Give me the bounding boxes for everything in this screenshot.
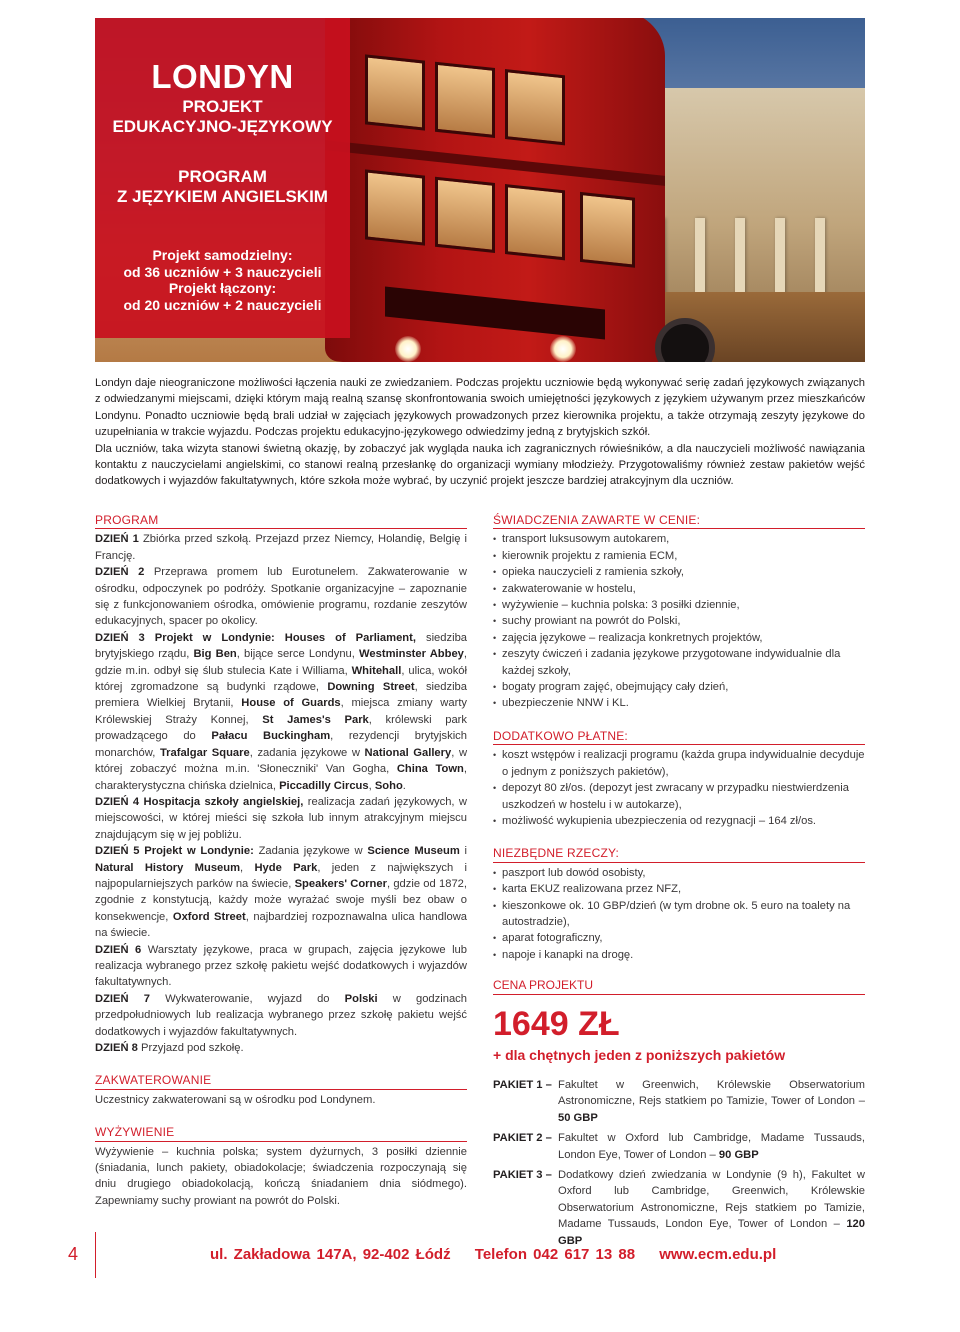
hero-project-line-4: od 20 uczniów + 2 nauczycieli [123,296,322,313]
day-3-text: , w której zobaczyć można m.in. 'Słoneczniki' Van Gogha, [95,746,468,776]
day-3-text: , [368,779,372,792]
day-3-label: DZIEŃ 3 [95,631,145,644]
pakiet-label: PAKIET 3 – [493,1169,552,1181]
day-7 [95,991,467,1040]
day-7-label: DZIEŃ 7 [95,992,150,1005]
day-4 [95,794,467,843]
right-column [493,512,865,1249]
dodatkowo-list [493,747,865,829]
list-item: • opieka nauczycieli z ramienia szkoły, [493,564,865,580]
intro-paragraph-1: Londyn daje nieograniczone możliwości łączenia nauki ze zwiedzaniem. Podczas projektu uczniowie będą wykonywać serię zadań językowych związanych z odwiedzanymi miejscami, dzięki którym mają realną szansę skonfrontowania swoich umiejętności językowych z językiem używanym przez mieszkańców Londynu. Ponadto uczniowie będą brali udział w zajęciach językowych prowadzonych przez kierownika projektu, a także otrzymają zeszyty językowe do uzupełniania w trakcie wyjazdu. Podczas projektu edukacyjno-językowego odwiedzimy jedną z brytyjskich szkół. [95,377,865,439]
list-item: • suchy prowiant na powrót do Polski, [493,613,865,629]
day-4-lead: Hospitacja szkoły angielskiej, [143,795,304,808]
day-5-text: , jeden z największych i najpopularniejszych parków na świecie, [95,861,468,890]
day-3-text: , zadania językowe w [249,746,360,759]
day-3-text: , królewski park prowadzącego do [95,713,467,743]
pakiet-text: Dodatkowy dzień zwiedzania w Londynie (9 h), Fakultet w Oxford lub Cambridge, Greenwich, Królewskie Obserwatorium Astronomiczne, Rejs statkiem po Tamizie, Madame Tussauds, London Eye, Tower of London – [558,1169,865,1231]
price-value: 1649 ZŁ [493,1004,620,1043]
day-1-label: DZIEŃ 1 [95,533,139,546]
niezbedne-heading: NIEZBĘDNE RZECZY: [493,845,865,862]
day-7-place: Polski [344,992,378,1005]
day-3-lead: Projekt w Londynie: Houses of Parliament, [154,631,416,644]
pakiet-description [558,1130,865,1163]
list-item: • transport luksusowym autokarem, [493,531,865,547]
pakiet-1 [493,1077,865,1126]
pakiet-2 [493,1130,865,1163]
pakiet-text: Fakultet w Oxford lub Cambridge, Madame Tussauds, London Eye, Tower of London – [558,1132,865,1161]
pakiet-description [558,1077,865,1126]
day-6-text: Warsztaty językowe, praca w grupach, zajęcia językowe lub realizacja wybranego przez szkołę pakietu wejść dodatkowych i wyjazdów fakultatywnych. [95,943,467,989]
day-3-place: St James's Park [262,713,369,726]
hero-project-line-2: od 36 uczniów + 3 nauczycieli [123,263,322,280]
cena-heading: CENA PROJEKTU [493,977,865,994]
day-4-text: realizacja zadań językowych, w miejscowości, w której mieści się szkoła lub innym atrakcyjnym miejscu znajdującym się w jej pobliżu. [95,795,467,841]
day-5-place: Hyde Park [254,861,318,874]
day-2-text: Przeprawa promem lub Eurotunelem. Zakwaterowanie w ośrodku, odpoczynek po podróży. Spotkanie organizacyjne – zapoznanie się z funkcjonowaniem ośrodka, omówienie programu, rozdanie zeszytów edukacyjnych, spacer po okolicy. [95,566,467,628]
hero-project-line-3: Projekt łączony: [168,280,277,296]
hero-subtitle-line-1: PROJEKT [182,97,263,116]
day-5 [95,843,467,941]
pakiet-price: 50 GBP [558,1111,598,1124]
day-2-label: DZIEŃ 2 [95,566,145,579]
swiadczenia-list [493,531,865,711]
list-item: • napoje i kanapki na drogę. [493,947,865,963]
day-3-text: , ulica, wokół której zgromadzone są budynki rządowe, [95,664,468,694]
niezbedne-list [493,865,865,963]
red-double-decker-bus [325,18,665,362]
wyzywienie-heading: WYŻYWIENIE [95,1124,467,1141]
list-item: • wyżywienie – kuchnia polska: 3 posiłki dziennie, [493,597,865,613]
day-3-place: Piccadilly Circus [279,779,369,792]
day-3-text: , bijące serce Londynu, [236,648,355,661]
day-6 [95,942,467,991]
list-item: • paszport lub dowód osobisty, [493,865,865,881]
day-3-place: Whitehall [351,664,402,677]
intro-text [95,375,865,490]
page-number: 4 [68,1244,79,1264]
pakiet-text: Fakultet w Greenwich, Królewskie Obserwatorium Astronomiczne, Rejs statkiem po Tamizie, Tower of London – [558,1078,865,1108]
list-item: • zeszyty ćwiczeń i zadania językowe przygotowane indywidualnie dla każdej szkoły, [493,646,865,679]
day-3-text: siedziba brytyjskiego rządu, [95,631,468,661]
day-3-place: Big Ben [193,648,237,661]
list-item: • aparat fotograficzny, [493,930,865,946]
day-5-text: i [464,845,468,858]
day-8-text: Przyjazd pod szkołę. [141,1042,244,1054]
hero-program-line-1: PROGRAM [178,167,267,186]
day-5-text: , najbardziej rozpoznawalna ulica handlowa na świecie. [95,910,468,940]
list-item: • depozyt 80 zł/os. (depozyt jest zwracany w przypadku niestwierdzenia uszkodzeń w hostelu i w autokarze), [493,780,865,813]
price-extra-note: + dla chętnych jeden z poniższych pakietów [493,1046,786,1063]
list-item: • ubezpieczenie NNW i KL. [493,695,865,711]
footer-phone: Telefon 042 617 13 88 [474,1246,636,1263]
list-item: • bogaty program zajęć, obejmujący cały dzień, [493,679,865,695]
day-3-place: Trafalgar Square [159,746,250,759]
day-5-text: Zadania językowe w [258,845,363,858]
hero-program-line-2: Z JĘZYKIEM ANGIELSKIM [117,187,328,206]
day-6-label: DZIEŃ 6 [95,943,142,956]
pakiet-price: 90 GBP [718,1148,759,1161]
day-5-place: Oxford Street [172,910,246,923]
day-8-label: DZIEŃ 8 [95,1042,138,1054]
day-7-text: Wykwaterowanie, wyjazd do [165,992,330,1005]
hero-title-panel [95,18,350,338]
zakwaterowanie-heading: ZAKWATEROWANIE [95,1072,467,1089]
day-3-text: , rezydencji brytyjskich monarchów, [95,730,467,759]
day-3-text: , gdzie m.in. odbył się ślub stulecia Kate i Williama, [95,648,468,677]
footer-website-link[interactable]: www.ecm.edu.pl [659,1246,777,1263]
day-3-place: Downing Street [327,681,415,694]
pakiety-list [493,1077,865,1249]
day-5-place: Science Museum [367,845,460,858]
day-3-place: Pałacu Buckingham [211,730,331,743]
day-5-text: , gdzie od 1872, zgodnie z konstytucją, każdy może wyrażać swoje myśli bez obaw o konsekwencje, [95,877,468,923]
day-3 [95,630,467,794]
dodatkowo-heading: DODATKOWO PŁATNE: [493,728,865,745]
list-item: • zajęcia językowe – realizacja konkretnych projektów, [493,630,865,646]
day-7-text: w godzinach przedpołudniowych lub realizacja wybranego przez szkołę pakietu wejść dodatkowych i wyjazdów fakultatywnych. [95,992,467,1038]
footer-contact [210,1246,794,1263]
day-5-lead: Projekt w Londynie: [144,845,254,858]
day-1-text: Zbiórka przed szkołą. Przejazd przez Niemcy, Holandię, Belgię i Francję. [95,533,468,562]
day-5-place: Natural History Museum [95,861,241,874]
day-2 [95,564,467,630]
day-3-text: , siedziba premiera Wielkiej Brytanii, [95,681,467,710]
day-5-place: Speakers' Corner [294,877,387,890]
list-item: • kieszonkowe ok. 10 GBP/dzień (w tym drobne ok. 5 euro na toalety na autostradzie), [493,898,865,931]
left-column [95,512,467,1209]
day-3-place: House of Guards [241,697,341,710]
list-item: • koszt wstępów i realizacji programu (każda grupa indywidualnie decyduje o jednym z poniższych pakietów), [493,747,865,780]
program-heading: PROGRAM [95,512,467,529]
day-1 [95,531,467,564]
day-3-place: Westminster Abbey [359,648,464,661]
day-5-label: DZIEŃ 5 [95,845,140,858]
hero-subtitle-line-2: EDUKACYJNO-JĘZYKOWY [112,117,333,136]
zakwaterowanie-text: Uczestnicy zakwaterowani są w ośrodku pod Londynem. [95,1093,376,1106]
day-4-label: DZIEŃ 4 [95,795,140,808]
intro-paragraph-2: Dla uczniów, taka wizyta stanowi świetną okazję, by zobaczyć jak wygląda nauka ich zagranicznych rówieśników, a dla nauczycieli możliwość nawiązania kontaktu z nauczycielami angielskimi, co stanowi realną przesłankę do organizacji wymiany młodzieży. Przygotowaliśmy również zestaw pakietów wejść dodatkowych i wyjazdów fakultatywnych, które szkoła może wybrać, by uczynić projekt jeszcze bardziej atrakcyjnym dla uczniów. [95,442,865,488]
wyzywienie-text: Wyżywienie – kuchnia polska; system dyżurnych, 3 posiłki dziennie (śniadania, lunch pakiety, obiadokolacje; świadczenia rozpoczynają się dniu drugiego obiadokolacją, kończą śniadaniem dnia siódmego). Zapewniamy suchy prowiant na powrót do Polski. [95,1145,467,1207]
day-3-text: , miejsca zmiany warty Królewskiej Straży Konnej, [95,697,468,726]
day-3-place: Soho [374,779,403,792]
day-3-text: , charakterystyczna chińska dzielnica, [95,763,467,792]
list-item: • możliwość wykupienia ubezpieczenia od rezygnacji – 164 zł/os. [493,813,865,829]
list-item: • karta EKUZ realizowana przez NFZ, [493,881,865,897]
hero-project-line-1: Projekt samodzielny: [152,247,293,263]
list-item: • zakwaterowanie w hostelu, [493,581,865,597]
swiadczenia-heading: ŚWIADCZENIA ZAWARTE W CENIE: [493,512,865,529]
hero-photo [95,18,865,362]
day-5-text: , [240,861,244,874]
day-8 [95,1040,467,1056]
pakiet-label: PAKIET 1 – [493,1078,552,1091]
pakiet-label: PAKIET 2 – [493,1132,552,1145]
pakiet-price: 120 GBP [558,1218,865,1247]
day-3-place: National Gallery [364,746,452,759]
day-3-text: . [402,779,406,792]
footer-address: ul. Zakładowa 147A, 92-402 Łódź [210,1246,451,1263]
list-item: • kierownik projektu z ramienia ECM, [493,548,865,564]
hero-title: LONDYN [151,58,294,95]
day-3-place: China Town [396,763,464,776]
